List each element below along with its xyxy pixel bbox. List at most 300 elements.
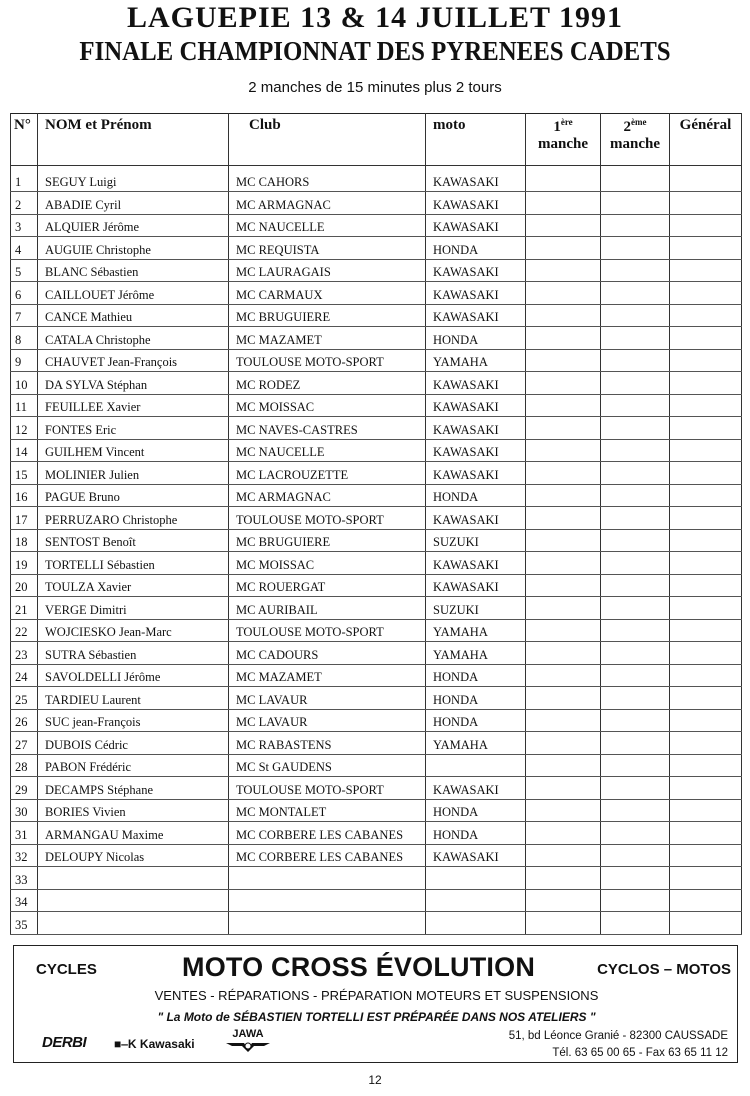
- table-row: [11, 822, 742, 845]
- rider-name: DUBOIS Cédric: [38, 732, 229, 755]
- rider-club: MC REQUISTA: [229, 237, 426, 260]
- column-header-name: NOM et Prénom: [38, 114, 229, 166]
- rider-moto: KAWASAKI: [426, 417, 526, 440]
- general-result: [670, 282, 742, 305]
- table-row: [11, 462, 742, 485]
- table-row: [11, 597, 742, 620]
- kawasaki-logo-text: Kawasaki: [139, 1037, 195, 1051]
- second-heat-result: [601, 867, 670, 890]
- rider-club: MC MOISSAC: [229, 394, 426, 417]
- rider-number: 6: [11, 282, 38, 305]
- first-heat-result: [526, 822, 601, 845]
- second-heat-result: [601, 166, 670, 192]
- rider-number: 3: [11, 214, 38, 237]
- first-heat-result: [526, 237, 601, 260]
- rider-number: 21: [11, 597, 38, 620]
- second-heat-result: [601, 394, 670, 417]
- rider-name: TARDIEU Laurent: [38, 687, 229, 710]
- first-heat-result: [526, 552, 601, 575]
- rider-name: ALQUIER Jérôme: [38, 214, 229, 237]
- rider-number: 32: [11, 844, 38, 867]
- rider-moto: [426, 754, 526, 777]
- rider-club: TOULOUSE MOTO-SPORT: [229, 619, 426, 642]
- second-heat-result: [601, 214, 670, 237]
- rider-number: 9: [11, 349, 38, 372]
- rider-name: CHAUVET Jean-François: [38, 349, 229, 372]
- table-row: [11, 552, 742, 575]
- rider-moto: HONDA: [426, 484, 526, 507]
- table-row: [11, 664, 742, 687]
- rider-club: MC MOISSAC: [229, 552, 426, 575]
- rider-moto: KAWASAKI: [426, 394, 526, 417]
- rider-name: ARMANGAU Maxime: [38, 822, 229, 845]
- advert-services: VENTES - RÉPARATIONS - PRÉPARATION MOTEURS ET SUSPENSIONS: [154, 988, 599, 1003]
- table-row: [11, 642, 742, 665]
- second-heat-result: [601, 507, 670, 530]
- table-row: [11, 912, 742, 935]
- kawasaki-logo: [114, 1037, 195, 1051]
- rider-moto: YAMAHA: [426, 619, 526, 642]
- rider-club: MC LAVAUR: [229, 687, 426, 710]
- second-heat-result: [601, 417, 670, 440]
- rider-moto: KAWASAKI: [426, 777, 526, 800]
- table-row: [11, 619, 742, 642]
- table-row: [11, 259, 742, 282]
- rider-moto: [426, 912, 526, 935]
- rider-number: 29: [11, 777, 38, 800]
- rider-name: ABADIE Cyril: [38, 192, 229, 215]
- first-heat-result: [526, 192, 601, 215]
- rider-number: 4: [11, 237, 38, 260]
- general-result: [670, 417, 742, 440]
- general-result: [670, 507, 742, 530]
- general-result: [670, 597, 742, 620]
- rider-number: 27: [11, 732, 38, 755]
- rider-name: BLANC Sébastien: [38, 259, 229, 282]
- general-result: [670, 889, 742, 912]
- rider-club: MC LACROUZETTE: [229, 462, 426, 485]
- table-row: [11, 327, 742, 350]
- second-heat-result: [601, 304, 670, 327]
- first-heat-result: [526, 282, 601, 305]
- second-heat-result: [601, 484, 670, 507]
- rider-club: TOULOUSE MOTO-SPORT: [229, 777, 426, 800]
- general-result: [670, 529, 742, 552]
- column-header-second-heat: [601, 114, 670, 166]
- advert-slogan: " La Moto de SÉBASTIEN TORTELLI EST PRÉPARÉE DANS NOS ATELIERS ": [157, 1010, 596, 1024]
- rider-club: [229, 889, 426, 912]
- jawa-logo-text: JAWA: [232, 1028, 264, 1040]
- rider-name: [38, 867, 229, 890]
- first-heat-result: [526, 867, 601, 890]
- general-result: [670, 912, 742, 935]
- rider-name: TOULZA Xavier: [38, 574, 229, 597]
- column-header-club: Club: [229, 114, 426, 166]
- rider-moto: KAWASAKI: [426, 192, 526, 215]
- rider-club: MC NAVES-CASTRES: [229, 417, 426, 440]
- first-heat-result: [526, 799, 601, 822]
- first-heat-result: [526, 664, 601, 687]
- rider-number: 17: [11, 507, 38, 530]
- kawasaki-emblem-icon: ■‒K: [114, 1037, 140, 1051]
- column-header-number: N°: [11, 114, 38, 166]
- rider-number: 26: [11, 709, 38, 732]
- rider-name: CATALA Christophe: [38, 327, 229, 350]
- table-row: [11, 844, 742, 867]
- rider-number: 30: [11, 799, 38, 822]
- rider-moto: HONDA: [426, 327, 526, 350]
- first-heat-result: [526, 754, 601, 777]
- table-row: [11, 732, 742, 755]
- rider-moto: KAWASAKI: [426, 844, 526, 867]
- table-row: [11, 417, 742, 440]
- first-heat-result: [526, 709, 601, 732]
- rider-moto: HONDA: [426, 687, 526, 710]
- general-result: [670, 484, 742, 507]
- second-heat-result: [601, 574, 670, 597]
- rider-club: MC ROUERGAT: [229, 574, 426, 597]
- rider-moto: HONDA: [426, 799, 526, 822]
- rider-name: SUC jean-François: [38, 709, 229, 732]
- second-heat-result: [601, 642, 670, 665]
- second-heat-result: [601, 709, 670, 732]
- general-result: [670, 867, 742, 890]
- rider-name: DA SYLVA Stéphan: [38, 372, 229, 395]
- championship-title: FINALE CHAMPIONNAT DES PYRENEES CADETS: [79, 36, 671, 66]
- general-result: [670, 327, 742, 350]
- rider-moto: YAMAHA: [426, 732, 526, 755]
- second-heat-result: [601, 192, 670, 215]
- jawa-wings-icon: [224, 1039, 272, 1053]
- rider-number: 18: [11, 529, 38, 552]
- page-number: 12: [368, 1073, 382, 1087]
- table-row: [11, 282, 742, 305]
- rider-club: MC AURIBAIL: [229, 597, 426, 620]
- advert-phone-fax: Tél. 63 65 00 65 - Fax 63 65 11 12: [552, 1047, 728, 1059]
- rider-moto: HONDA: [426, 709, 526, 732]
- rider-club: MC NAUCELLE: [229, 214, 426, 237]
- second-heat-result: [601, 529, 670, 552]
- first-heat-result: [526, 417, 601, 440]
- rider-name: PAGUE Bruno: [38, 484, 229, 507]
- rider-club: MC RODEZ: [229, 372, 426, 395]
- rider-number: 7: [11, 304, 38, 327]
- rider-club: TOULOUSE MOTO-SPORT: [229, 349, 426, 372]
- first-heat-result: [526, 529, 601, 552]
- rider-number: 16: [11, 484, 38, 507]
- second-heat-result: [601, 687, 670, 710]
- general-result: [670, 799, 742, 822]
- table-row: [11, 507, 742, 530]
- rider-name: SENTOST Benoît: [38, 529, 229, 552]
- general-result: [670, 574, 742, 597]
- rider-moto: KAWASAKI: [426, 304, 526, 327]
- column-header-moto: moto: [426, 114, 526, 166]
- rider-name: [38, 912, 229, 935]
- table-row: [11, 484, 742, 507]
- table-row: [11, 166, 742, 192]
- table-row: [11, 889, 742, 912]
- table-row: [11, 529, 742, 552]
- general-result: [670, 552, 742, 575]
- rider-number: 12: [11, 417, 38, 440]
- results-table: [10, 113, 742, 935]
- race-format-note: 2 manches de 15 minutes plus 2 tours: [248, 79, 502, 96]
- general-result: [670, 462, 742, 485]
- rider-number: 35: [11, 912, 38, 935]
- rider-number: 33: [11, 867, 38, 890]
- first-heat-number: 1: [553, 119, 561, 135]
- jawa-logo: [224, 1028, 272, 1053]
- rider-name: [38, 889, 229, 912]
- advert-address: 51, bd Léonce Granié - 82300 CAUSSADE: [508, 1030, 728, 1042]
- rider-club: MC LAVAUR: [229, 709, 426, 732]
- rider-number: 10: [11, 372, 38, 395]
- first-heat-result: [526, 439, 601, 462]
- rider-name: PABON Frédéric: [38, 754, 229, 777]
- table-row: [11, 394, 742, 417]
- table-row: [11, 867, 742, 890]
- first-heat-result: [526, 777, 601, 800]
- rider-moto: SUZUKI: [426, 529, 526, 552]
- rider-moto: KAWASAKI: [426, 552, 526, 575]
- rider-name: BORIES Vivien: [38, 799, 229, 822]
- second-heat-result: [601, 844, 670, 867]
- rider-club: [229, 912, 426, 935]
- advert-cycles-label: CYCLES: [36, 961, 97, 978]
- rider-club: MC BRUGUIERE: [229, 304, 426, 327]
- rider-number: 2: [11, 192, 38, 215]
- rider-moto: SUZUKI: [426, 597, 526, 620]
- rider-moto: KAWASAKI: [426, 282, 526, 305]
- rider-moto: HONDA: [426, 822, 526, 845]
- rider-number: 25: [11, 687, 38, 710]
- advert-shop-name: MOTO CROSS ÉVOLUTION: [182, 952, 536, 982]
- second-heat-result: [601, 462, 670, 485]
- general-result: [670, 304, 742, 327]
- rider-name: DELOUPY Nicolas: [38, 844, 229, 867]
- rider-club: MC St GAUDENS: [229, 754, 426, 777]
- rider-name: DECAMPS Stéphane: [38, 777, 229, 800]
- table-row: [11, 349, 742, 372]
- rider-number: 15: [11, 462, 38, 485]
- general-result: [670, 687, 742, 710]
- general-result: [670, 619, 742, 642]
- rider-number: 28: [11, 754, 38, 777]
- table-row: [11, 304, 742, 327]
- rider-name: FONTES Eric: [38, 417, 229, 440]
- rider-moto: KAWASAKI: [426, 372, 526, 395]
- rider-number: 5: [11, 259, 38, 282]
- second-heat-number: 2: [623, 119, 631, 135]
- first-heat-result: [526, 889, 601, 912]
- table-row: [11, 777, 742, 800]
- rider-name: SUTRA Sébastien: [38, 642, 229, 665]
- first-heat-label: manche: [538, 136, 588, 152]
- second-heat-result: [601, 889, 670, 912]
- first-heat-result: [526, 732, 601, 755]
- rider-club: MC CADOURS: [229, 642, 426, 665]
- rider-name: FEUILLEE Xavier: [38, 394, 229, 417]
- second-heat-result: [601, 372, 670, 395]
- rider-number: 22: [11, 619, 38, 642]
- second-heat-result: [601, 799, 670, 822]
- rider-number: 1: [11, 166, 38, 192]
- rider-club: MC ARMAGNAC: [229, 484, 426, 507]
- general-result: [670, 166, 742, 192]
- rider-name: MOLINIER Julien: [38, 462, 229, 485]
- first-heat-result: [526, 574, 601, 597]
- general-result: [670, 754, 742, 777]
- rider-name: AUGUIE Christophe: [38, 237, 229, 260]
- rider-name: CAILLOUET Jérôme: [38, 282, 229, 305]
- general-result: [670, 394, 742, 417]
- results-body: [11, 166, 742, 935]
- advert-cyclos-label: CYCLOS – MOTOS: [597, 961, 731, 978]
- second-heat-result: [601, 664, 670, 687]
- rider-club: MC CORBERE LES CABANES: [229, 844, 426, 867]
- rider-name: PERRUZARO Christophe: [38, 507, 229, 530]
- second-heat-result: [601, 912, 670, 935]
- general-result: [670, 214, 742, 237]
- table-row: [11, 687, 742, 710]
- rider-name: SEGUY Luigi: [38, 166, 229, 192]
- general-result: [670, 822, 742, 845]
- general-result: [670, 642, 742, 665]
- event-title: LAGUEPIE 13 & 14 JUILLET 1991: [126, 1, 624, 34]
- table-header-row: [11, 114, 742, 166]
- rider-moto: [426, 889, 526, 912]
- rider-number: 24: [11, 664, 38, 687]
- rider-name: TORTELLI Sébastien: [38, 552, 229, 575]
- general-result: [670, 732, 742, 755]
- table-row: [11, 709, 742, 732]
- rider-number: 31: [11, 822, 38, 845]
- rider-moto: KAWASAKI: [426, 214, 526, 237]
- table-row: [11, 237, 742, 260]
- rider-name: WOJCIESKO Jean-Marc: [38, 619, 229, 642]
- first-heat-result: [526, 687, 601, 710]
- general-result: [670, 349, 742, 372]
- rider-club: MC CARMAUX: [229, 282, 426, 305]
- second-heat-result: [601, 597, 670, 620]
- rider-club: [229, 867, 426, 890]
- table-row: [11, 754, 742, 777]
- rider-club: MC MONTALET: [229, 799, 426, 822]
- general-result: [670, 237, 742, 260]
- first-heat-result: [526, 259, 601, 282]
- rider-moto: KAWASAKI: [426, 259, 526, 282]
- second-heat-ordinal: ème: [631, 117, 647, 127]
- rider-moto: KAWASAKI: [426, 574, 526, 597]
- column-header-first-heat: [526, 114, 601, 166]
- first-heat-result: [526, 327, 601, 350]
- rider-club: MC ARMAGNAC: [229, 192, 426, 215]
- general-result: [670, 709, 742, 732]
- rider-club: MC CORBERE LES CABANES: [229, 822, 426, 845]
- rider-moto: KAWASAKI: [426, 507, 526, 530]
- second-heat-result: [601, 349, 670, 372]
- rider-number: 8: [11, 327, 38, 350]
- second-heat-result: [601, 732, 670, 755]
- first-heat-result: [526, 597, 601, 620]
- rider-moto: HONDA: [426, 237, 526, 260]
- general-result: [670, 844, 742, 867]
- second-heat-result: [601, 327, 670, 350]
- rider-number: 34: [11, 889, 38, 912]
- second-heat-result: [601, 822, 670, 845]
- rider-number: 20: [11, 574, 38, 597]
- rider-moto: KAWASAKI: [426, 462, 526, 485]
- rider-moto: YAMAHA: [426, 349, 526, 372]
- second-heat-result: [601, 754, 670, 777]
- first-heat-result: [526, 484, 601, 507]
- general-result: [670, 192, 742, 215]
- second-heat-result: [601, 282, 670, 305]
- second-heat-result: [601, 619, 670, 642]
- rider-number: 23: [11, 642, 38, 665]
- rider-club: MC MAZAMET: [229, 664, 426, 687]
- first-heat-result: [526, 394, 601, 417]
- rider-name: CANCE Mathieu: [38, 304, 229, 327]
- general-result: [670, 372, 742, 395]
- first-heat-result: [526, 349, 601, 372]
- rider-number: 14: [11, 439, 38, 462]
- first-heat-result: [526, 214, 601, 237]
- rider-moto: YAMAHA: [426, 642, 526, 665]
- advert-box: [13, 945, 738, 1063]
- rider-name: VERGE Dimitri: [38, 597, 229, 620]
- second-heat-result: [601, 439, 670, 462]
- first-heat-result: [526, 304, 601, 327]
- table-row: [11, 214, 742, 237]
- rider-club: MC CAHORS: [229, 166, 426, 192]
- second-heat-result: [601, 259, 670, 282]
- rider-moto: HONDA: [426, 664, 526, 687]
- first-heat-result: [526, 619, 601, 642]
- first-heat-result: [526, 642, 601, 665]
- general-result: [670, 439, 742, 462]
- first-heat-result: [526, 912, 601, 935]
- rider-club: TOULOUSE MOTO-SPORT: [229, 507, 426, 530]
- brand-logos: [42, 1030, 342, 1058]
- rider-name: GUILHEM Vincent: [38, 439, 229, 462]
- second-heat-result: [601, 552, 670, 575]
- rider-club: MC NAUCELLE: [229, 439, 426, 462]
- first-heat-ordinal: ère: [560, 117, 573, 127]
- rider-moto: KAWASAKI: [426, 166, 526, 192]
- rider-club: MC MAZAMET: [229, 327, 426, 350]
- table-row: [11, 439, 742, 462]
- rider-moto: KAWASAKI: [426, 439, 526, 462]
- rider-club: MC BRUGUIERE: [229, 529, 426, 552]
- first-heat-result: [526, 844, 601, 867]
- general-result: [670, 777, 742, 800]
- first-heat-result: [526, 166, 601, 192]
- second-heat-result: [601, 777, 670, 800]
- rider-club: MC LAURAGAIS: [229, 259, 426, 282]
- rider-club: MC RABASTENS: [229, 732, 426, 755]
- first-heat-result: [526, 372, 601, 395]
- rider-moto: [426, 867, 526, 890]
- second-heat-result: [601, 237, 670, 260]
- table-row: [11, 799, 742, 822]
- first-heat-result: [526, 462, 601, 485]
- column-header-general: Général: [670, 114, 742, 166]
- first-heat-result: [526, 507, 601, 530]
- rider-name: SAVOLDELLI Jérôme: [38, 664, 229, 687]
- general-result: [670, 259, 742, 282]
